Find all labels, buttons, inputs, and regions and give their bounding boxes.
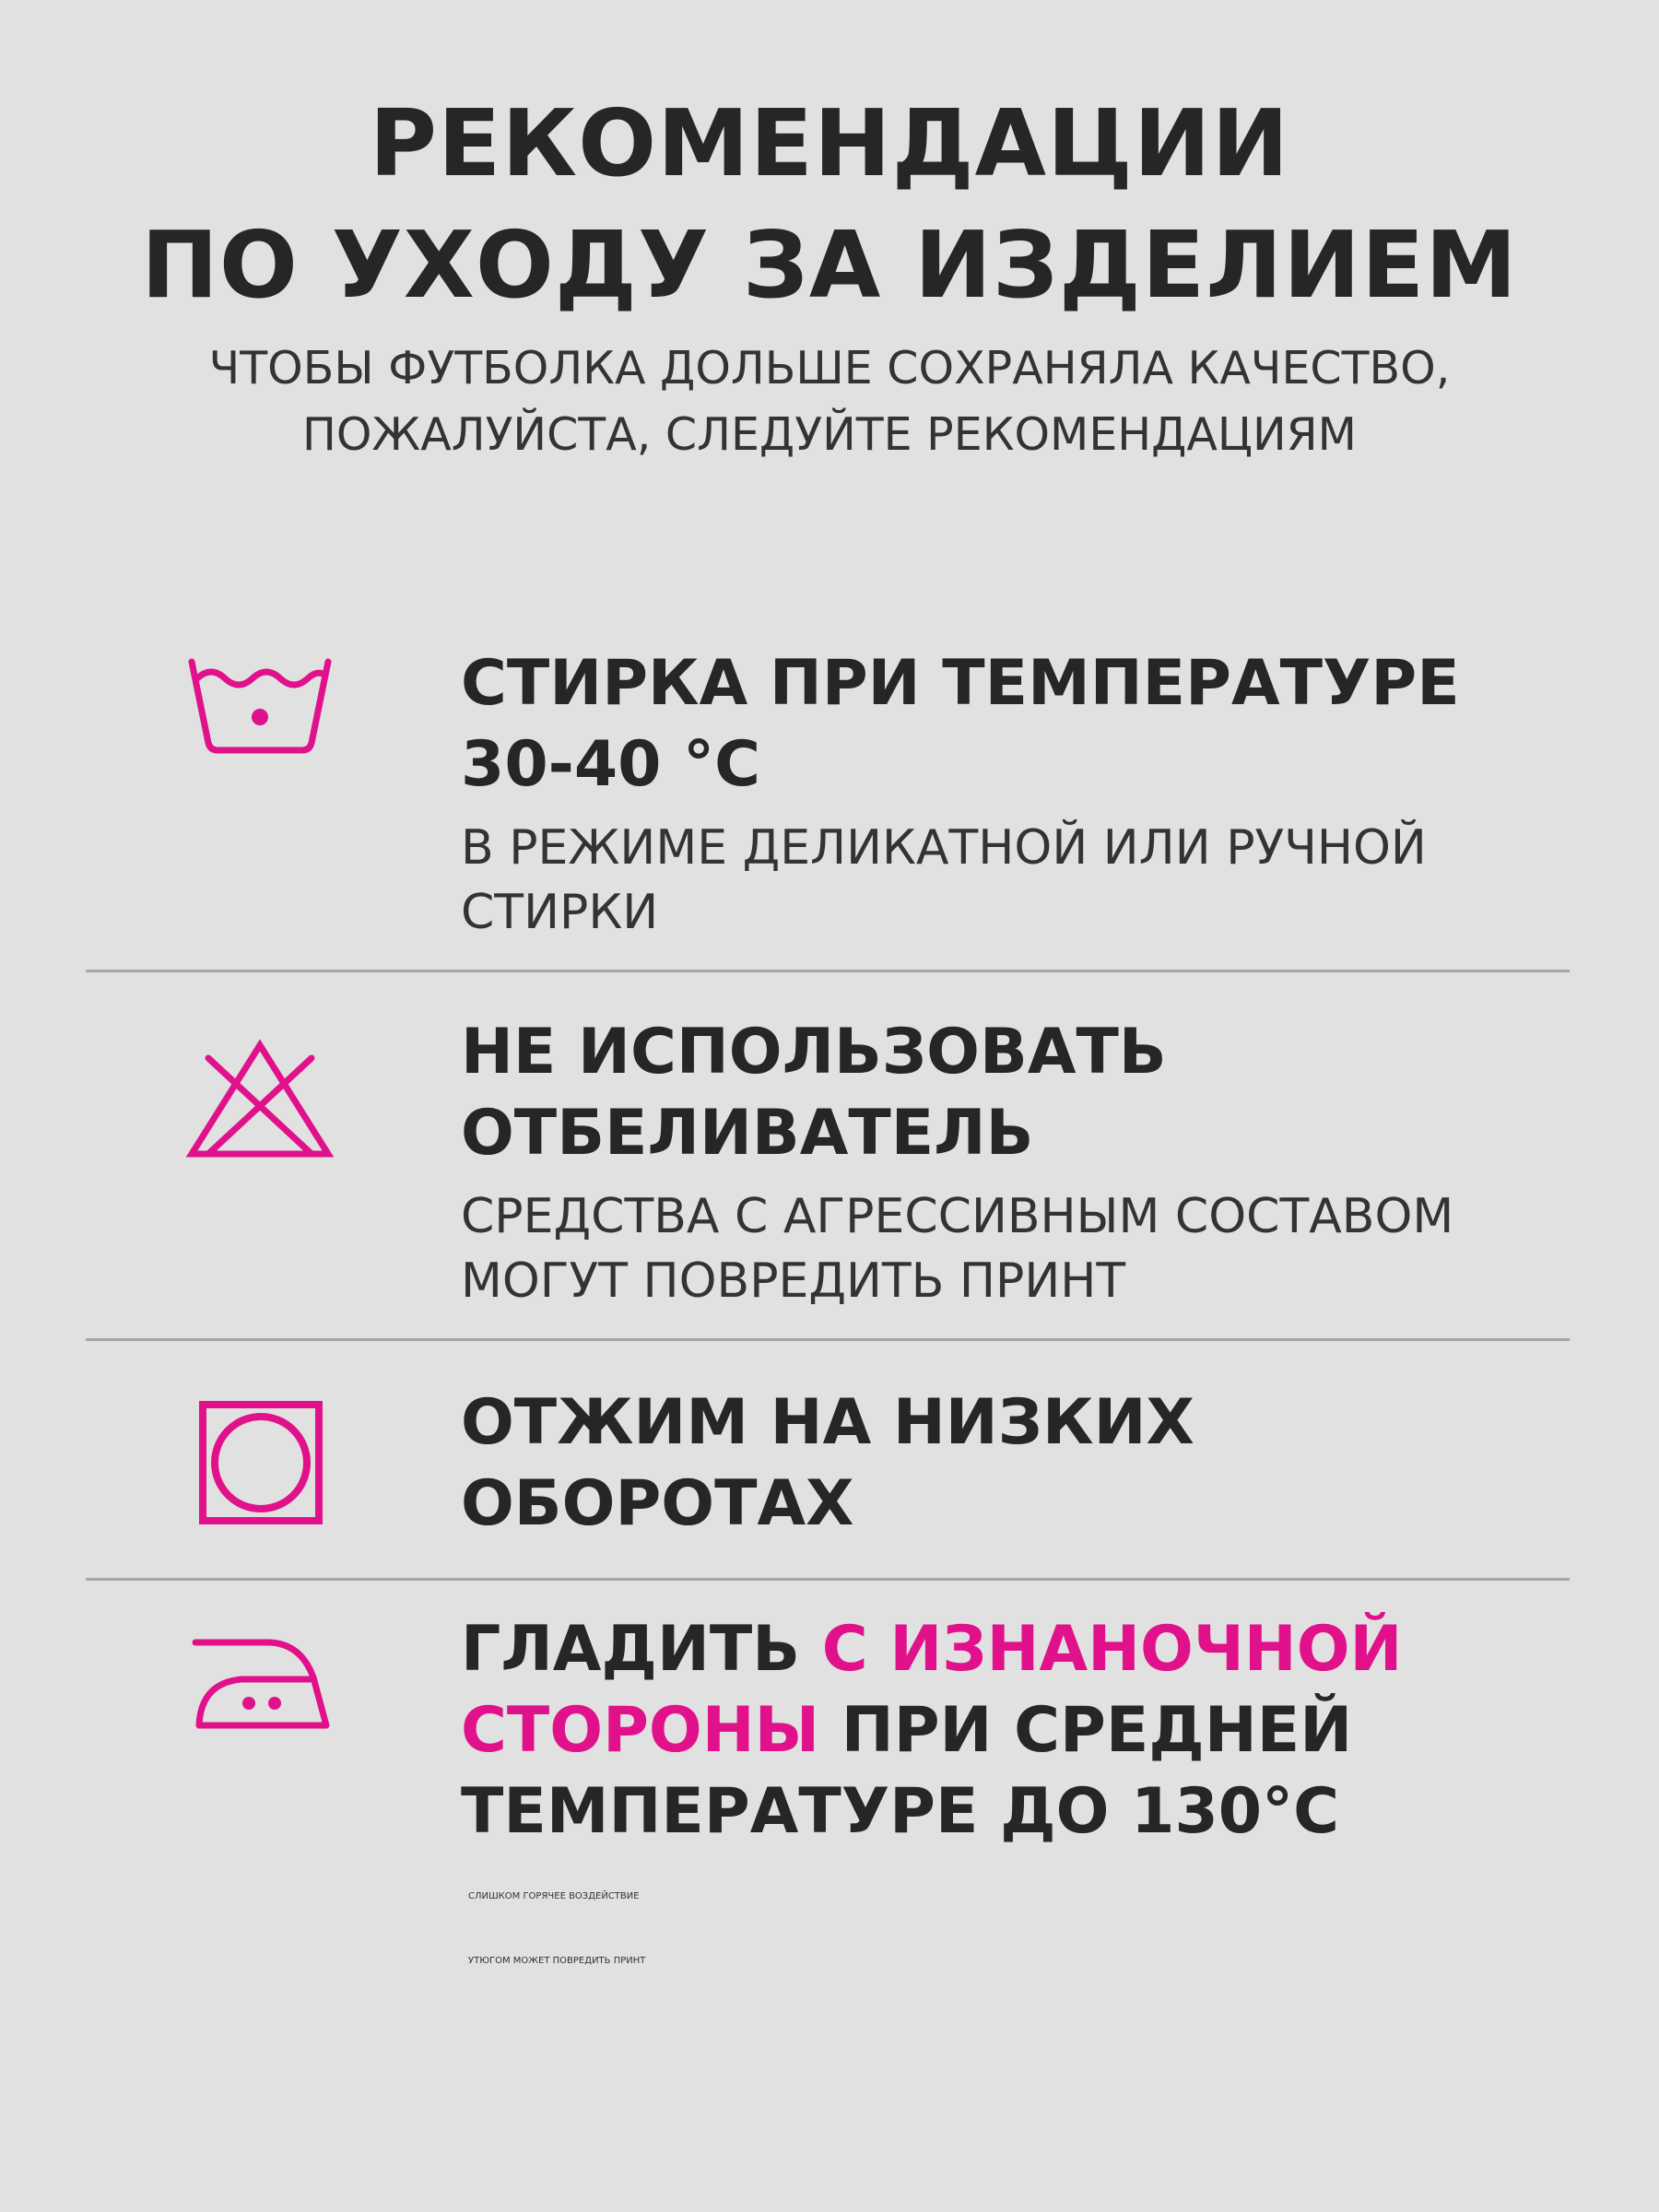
divider [86,970,1570,972]
divider [86,1338,1570,1341]
item-iron-heading-line-3: ТЕМПЕРАТУРЕ ДО 130°С [461,1775,1339,1848]
item-wash-desc-line-2: СТИРКИ [461,885,659,940]
page-subtitle-line-2: ПОЖАЛУЙСТА, СЛЕДУЙТЕ РЕКОМЕНДАЦИЯМ [302,408,1357,461]
item-wash-desc-line-1: В РЕЖИМЕ ДЕЛИКАТНОЙ ИЛИ РУЧНОЙ [461,820,1427,876]
page-title-line-1: РЕКОМЕНДАЦИИ [369,89,1290,197]
item-iron-highlight: СТОРОНЫ [461,1694,820,1767]
item-bleach-desc-line-2: МОГУТ ПОВРЕДИТЬ ПРИНТ [461,1253,1126,1309]
item-iron-heading-text: ГЛАДИТЬ [461,1613,822,1686]
page-title-line-2: ПО УХОДУ ЗА ИЗДЕЛИЕМ [141,211,1518,319]
item-iron-heading-line-2 [461,1690,1622,1771]
no-bleach-icon [188,1040,332,1159]
item-bleach-desc-line-1: СРЕДСТВА С АГРЕССИВНЫМ СОСТАВОМ [461,1189,1454,1244]
item-wash-heading-line-2: 30-40 °С [461,728,761,801]
item-iron-highlight: С ИЗНАНОЧНОЙ [821,1613,1403,1686]
wash-30-degrees-icon [188,656,332,754]
item-bleach-heading-line-2: ОТБЕЛИВАТЕЛЬ [461,1097,1034,1170]
iron-medium-icon [192,1633,332,1731]
item-bleach-heading-line-1: НЕ ИСПОЛЬЗОВАТЬ [461,1016,1167,1088]
item-spin-heading-line-2: ОБОРОТАХ [461,1467,854,1540]
page-subtitle-line-1: ЧТОБЫ ФУТБОЛКА ДОЛЬШЕ СОХРАНЯЛА КАЧЕСТВО, [208,342,1451,394]
divider [86,1578,1570,1581]
item-iron-desc-line-2: УТЮГОМ МОЖЕТ ПОВРЕДИТЬ ПРИНТ [468,1956,646,1966]
item-wash-heading-line-1: СТИРКА ПРИ ТЕМПЕРАТУРЕ [461,647,1460,720]
item-iron-heading-text: ПРИ СРЕДНЕЙ [819,1694,1353,1767]
item-spin-heading-line-1: ОТЖИМ НА НИЗКИХ [461,1386,1194,1459]
tumble-dry-icon [199,1401,323,1524]
item-iron-heading-line-1 [461,1609,1622,1690]
item-iron-desc-line-1: СЛИШКОМ ГОРЯЧЕЕ ВОЗДЕЙСТВИЕ [468,1891,640,1901]
